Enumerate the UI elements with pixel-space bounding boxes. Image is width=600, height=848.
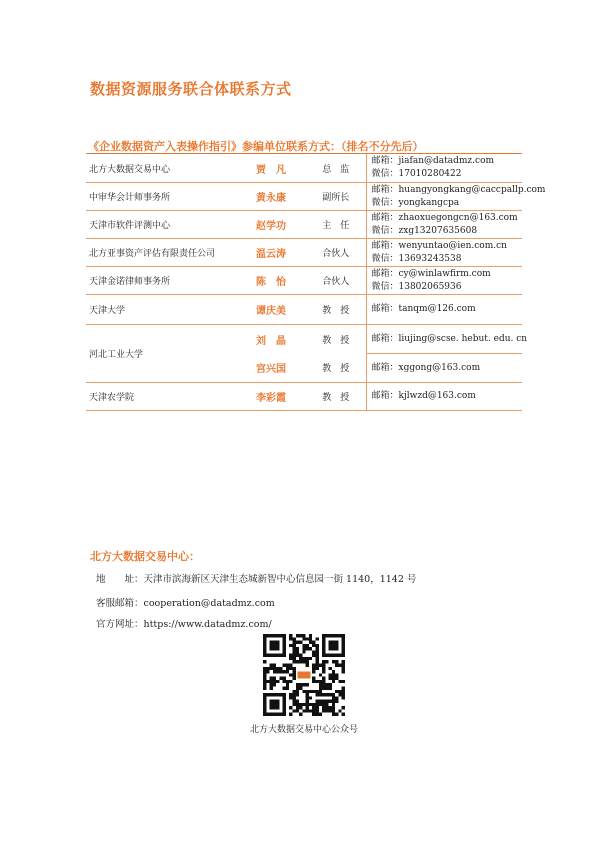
email-text: 邮箱：zhaoxuegongcn@163.com [371,212,518,223]
contact-name: 陈 怡 [236,267,306,295]
center-info [90,548,200,564]
contact-name: 李彩霞 [236,383,306,411]
table-row [86,211,522,239]
contact-info [366,183,546,211]
qr-caption: 北方大数据交易中心公众号 [249,725,358,735]
contact-info [366,354,522,383]
contact-role: 教 授 [306,354,366,383]
contact-info [366,211,522,239]
qr-code-icon [263,634,345,716]
table-subtitle: 《企业数据资产入表操作指引》参编单位联系方式：（排名不分先后） [88,140,424,153]
org-name: 天津金诺律师事务所 [86,267,236,295]
table-row [86,154,522,183]
contact-name: 谭庆美 [236,295,306,325]
email-text: 邮箱：tanqm@126.com [371,304,476,314]
email-text: 邮箱：jiafan@datadmz.com [371,156,495,166]
email-text: 邮箱：wenyuntao@ien.com.cn [371,240,507,251]
center-website[interactable]: 官方网址：https://www.datadmz.com/ [96,619,272,630]
table-row [86,267,522,295]
table-row [86,183,522,211]
wechat-text: 微信：yongkangcpa [371,197,460,208]
org-name: 北方亚事资产评估有限责任公司 [86,239,236,267]
page-title: 数据资源服务联合体联系方式 [90,80,292,98]
org-name: 北方大数据交易中心 [86,154,236,183]
wechat-text: 微信：13693243538 [371,253,462,264]
wechat-text: 微信：zxg13207635608 [371,225,478,236]
contact-info [366,239,522,267]
table-row [86,325,522,354]
contact-info [366,154,522,183]
org-name: 河北工业大学 [86,325,236,383]
contact-role: 教 授 [306,383,366,411]
contact-name: 温云涛 [236,239,306,267]
org-name: 中审华会计师事务所 [86,183,236,211]
email-text: 邮箱：kjlwzd@163.com [371,391,476,401]
contact-name: 宫兴国 [236,354,306,383]
email-text: 邮箱：cy@winlawfirm.com [371,268,491,279]
contact-role: 教 授 [306,295,366,325]
contact-name: 刘 晶 [256,335,286,347]
contact-role: 副所长 [306,183,366,211]
contact-info [366,267,522,295]
wechat-text: 微信：17010280422 [371,169,462,179]
contacts-table [86,153,546,411]
center-email[interactable]: 客服邮箱：cooperation@datadmz.com [96,598,275,609]
org-name: 天津农学院 [86,383,236,411]
table-row [86,239,522,267]
center-address: 地 址：天津市滨海新区天津生态城新智中心信息园一街 1140，1142 号 [96,574,417,585]
table-row [86,383,522,411]
org-name: 天津市软件评测中心 [86,211,236,239]
contact-role: 合伙人 [306,267,366,295]
email-text: 邮箱：xggong@163.com [371,362,481,373]
center-title: 北方大数据交易中心： [90,550,200,563]
email-text: 邮箱：huangyongkang@caccpallp.com [371,184,546,195]
contact-name: 贾 凡 [236,154,306,183]
contact-name: 黄永康 [236,183,306,211]
org-name: 天津大学 [86,295,236,325]
contact-info [366,325,528,354]
contact-info [366,295,522,325]
contact-role: 合伙人 [306,239,366,267]
table-row [86,295,522,325]
contact-name: 赵学功 [236,211,306,239]
email-text: 邮箱：liujing@scse. hebut. edu. cn [371,333,528,344]
wechat-text: 微信：13802065936 [371,281,462,292]
contact-info [366,383,522,411]
contact-role: 主 任 [306,211,366,239]
contact-role: 教 授 [322,335,350,346]
contact-role: 总 监 [306,154,366,183]
